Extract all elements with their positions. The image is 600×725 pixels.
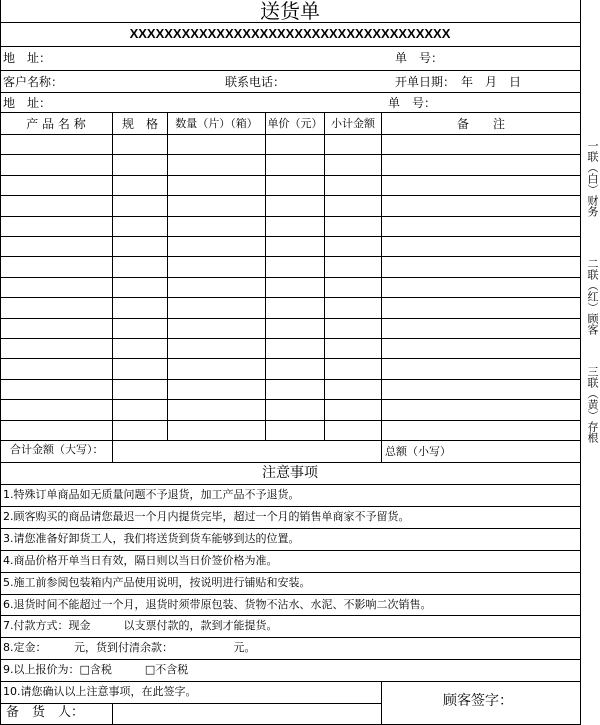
table-row-line <box>0 154 580 155</box>
note-item: 4.商品价格开单当日有效，隔日则以当日价签价格为准。 <box>3 554 278 567</box>
table-row-line <box>0 236 580 237</box>
table-row-line <box>0 277 580 278</box>
address2-label: 地 址： <box>3 96 52 110</box>
note-item: 10.请您确认以上注意事项，在此签字。 <box>3 685 197 698</box>
table-row-line <box>0 379 580 380</box>
note-item: 6.退货时间不能超过一个月，退货时须带原包装、货物不沾水、水泥、不影响二次销售。 <box>3 598 432 611</box>
note-row-line <box>0 615 580 616</box>
document-code: XXXXXXXXXXXXXXXXXXXXXXXXXXXXXXXXXXXXX <box>129 26 451 41</box>
side-copy-finance: 一联（白）财务 <box>586 140 599 217</box>
table-row-line <box>0 338 580 339</box>
table-row-line <box>0 175 580 176</box>
col-spec: 规 格 <box>121 117 158 131</box>
table-row-line <box>0 216 580 217</box>
side-copy-customer: 二联（红）顾客 <box>586 258 599 335</box>
total-lower-label: 总额（小写） <box>385 445 451 458</box>
table-row-line <box>0 195 580 196</box>
col-remarks: 备 注 <box>456 117 505 131</box>
col-quantity: 数量（片）（箱） <box>175 117 258 130</box>
note-item: 9.以上报价为：□含税 □不含税 <box>3 663 189 676</box>
note-row-line <box>0 550 580 551</box>
total-upper-label: 合计金额（大写）： <box>10 443 104 456</box>
customer-name-label: 客户名称： <box>3 75 64 89</box>
table-row-line <box>0 399 580 400</box>
note-row-line <box>0 681 580 682</box>
note-item: 2.顾客购买的商品请您最迟一个月内提货完毕，超过一个月的销售单商家不予留货。 <box>3 510 410 523</box>
note-row-line <box>0 528 580 529</box>
col-subtotal: 小计金额 <box>331 117 375 130</box>
table-row-line <box>0 297 580 298</box>
date-label: 开单日期： 年 月 日 <box>395 75 522 89</box>
customer-sign-label: 顾客签字： <box>443 693 513 709</box>
note-item: 3.请您准备好卸货工人，我们将送货到货车能够到达的位置。 <box>3 532 300 545</box>
col-unit-price: 单价（元） <box>267 117 323 130</box>
note-item: 5.施工前参阅包装箱内产品使用说明，按说明进行铺贴和安装。 <box>3 576 311 589</box>
table-row-line <box>0 420 580 421</box>
form-title: 送货单 <box>260 0 320 23</box>
order-no2-label: 单 号： <box>388 96 437 110</box>
table-row-line <box>0 318 580 319</box>
note-row-line <box>0 637 580 638</box>
col-product-name: 产 品 名 称 <box>26 117 86 131</box>
side-copy-stub: 三联（黄）存根 <box>586 366 599 443</box>
shipper-label: 备 货 人： <box>6 705 85 720</box>
note-item: 8.定金： 元，货到付清余款： 元。 <box>3 641 256 654</box>
note-row-line <box>0 506 580 507</box>
note-row-line <box>0 594 580 595</box>
table-row-line <box>0 256 580 257</box>
note-item: 7.付款方式：现金 以支票付款的，款到才能提货。 <box>3 619 278 632</box>
note-item: 1.特殊订单商品如无质量问题不予退货，加工产品不予退货。 <box>3 488 300 501</box>
note-row-line <box>0 572 580 573</box>
phone-label: 联系电话： <box>225 75 286 89</box>
note-row-line <box>0 659 580 660</box>
address-label: 地 址： <box>3 51 52 65</box>
notes-title: 注意事项 <box>262 465 318 481</box>
order-no-label: 单 号： <box>395 51 444 65</box>
table-row-line <box>0 358 580 359</box>
